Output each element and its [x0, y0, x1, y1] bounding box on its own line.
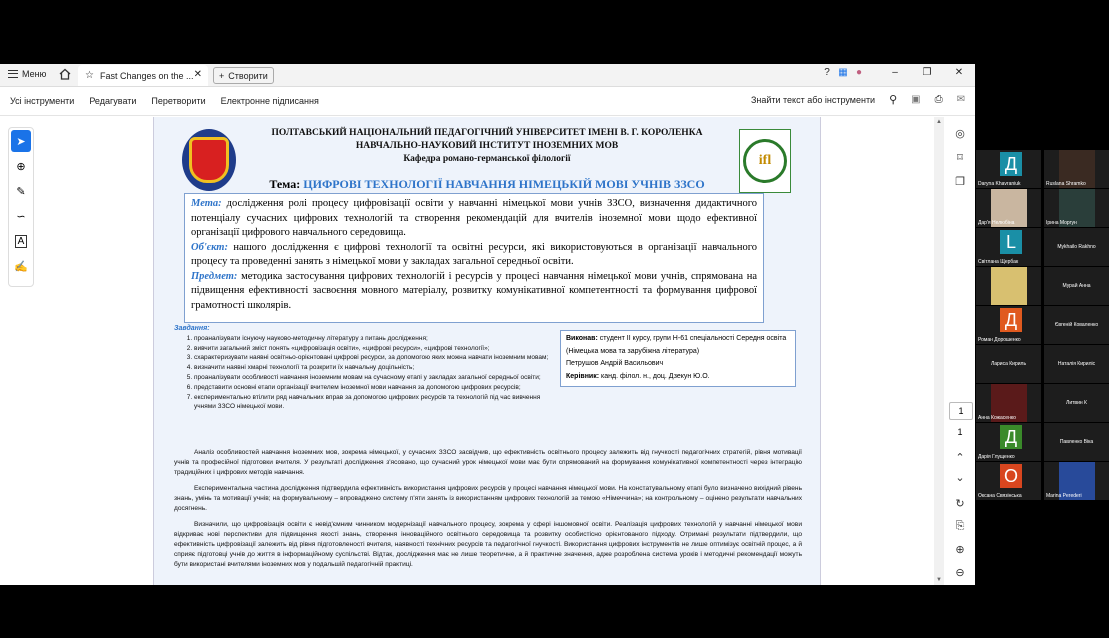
participant-tile[interactable] [976, 345, 1041, 383]
page-number-input[interactable]: 1 [949, 402, 973, 420]
participant-name: Роман Дорошенко [978, 337, 1021, 343]
help-icon[interactable]: ? [824, 67, 830, 78]
star-icon[interactable]: ☆ [85, 70, 94, 81]
document-header [154, 127, 820, 166]
signature-icon: ✍ [14, 261, 28, 273]
title-bar [0, 64, 975, 87]
participant-video [991, 267, 1027, 305]
participant-tile[interactable] [1044, 423, 1109, 461]
participant-name: Оксана Связінська [978, 493, 1022, 499]
maximize-icon[interactable]: ❐ [922, 67, 932, 78]
task-item: 7. експериментально втілити ряд навчальних вправ за допомогою цифрових ресурсів та технологій під час вивчення учнями ЗЗСО німецької мови. [194, 393, 554, 413]
apps-grid-icon[interactable]: ▦ [838, 67, 848, 78]
participant-name: Marina Perederi [1046, 493, 1082, 499]
convert-button[interactable]: Перетворити [151, 96, 206, 106]
scroll-up-icon[interactable]: ▲ [936, 119, 942, 125]
select-tool[interactable] [11, 130, 31, 152]
participant-tile[interactable] [1044, 345, 1109, 383]
app-toolbar [0, 87, 975, 116]
conclusion-paragraph-2: Експериментальна частина дослідження підтвердила ефективність використання цифрових ресурсів у процесі навчання німецької мови. На констатувальному етапі було визначено вихідний рівень знань, умінь та мотивації учнів; на формувальному – впроваджено систему п'яти занять із використанням цифрових технологій за темою «Німеччина»; на контрольному – оцінено результати навчальних досягнень. [174, 485, 802, 512]
participant-name: Ірина Моргун [1046, 220, 1077, 226]
mail-icon[interactable]: ✉ [956, 94, 965, 105]
goal-text: дослідження ролі процесу цифровізації освіти у навчанні німецької мови учнів ЗЗСО, визначення дидактичного потенціалу сучасних цифрових технологій та створення рекомендацій для вчителів іноземної мови щодо ефективної організації цифрового навчального середовища. [191, 198, 758, 238]
participant-tile[interactable] [976, 462, 1041, 500]
tasks-heading: Завдання: [174, 325, 210, 332]
sign-tool[interactable] [9, 254, 33, 279]
participant-tile[interactable] [1044, 306, 1109, 344]
task-item: 5. проаналізувати особливості навчання іноземним мовам на сучасному етапі у закладах загальної середньої освіти; [194, 373, 554, 383]
participant-tile[interactable] [976, 423, 1041, 461]
participant-avatar: Д [1000, 425, 1022, 449]
annotation-toolbar [8, 127, 34, 287]
profile-icon[interactable]: ● [855, 67, 863, 78]
highlight-tool[interactable] [9, 179, 33, 204]
video-participants-grid [976, 150, 1109, 500]
participant-name: Mykhailo Rakhno [1057, 244, 1096, 250]
zoom-out-icon[interactable]: ⊖ [955, 567, 965, 579]
minimize-icon[interactable]: – [892, 67, 898, 78]
task-item: 3. схарактеризувати наявні освітньо-орієнтовані цифрові ресурси, за допомогою яких можна навчати іноземним мовам; [194, 353, 554, 363]
new-tab-label: Створити [228, 70, 268, 81]
header-department: Кафедра романо-германської філології [403, 154, 571, 164]
participant-tile[interactable] [1044, 228, 1109, 266]
participant-name: Daryna Khavraniuk [978, 181, 1021, 187]
text-box-icon: A [15, 235, 28, 248]
conclusion-paragraph-1: Аналіз особливостей навчання іноземних мов, зокрема німецької, у сучасних ЗЗСО засвідчив, що ефективність освітнього процесу залежить від гнучкості педагогічних стратегій, рівня мотивації учнів та професійної підготовки вчителя. У результаті дослідження з'ясовано, що сучасний урок німецької мови має бути спрямований на формування комунікативної компетентності через інтеграцію традиційних і цифрових методів навчання. [174, 449, 802, 476]
pages-icon[interactable]: ❐ [955, 176, 965, 188]
menu-button[interactable] [8, 69, 46, 79]
participant-tile[interactable] [976, 150, 1041, 188]
institute-logo: ifl [739, 129, 791, 193]
participant-tile[interactable] [976, 228, 1041, 266]
save-icon[interactable]: ▣ [911, 94, 921, 105]
participant-tile[interactable] [976, 189, 1041, 227]
supervisor-label: Керівник: [566, 372, 600, 380]
participant-tile[interactable] [976, 306, 1041, 344]
exec-name: Петрушов Андрій Васильович [566, 360, 664, 367]
object-label: Об'єкт: [191, 241, 228, 253]
participant-tile[interactable] [1044, 267, 1109, 305]
pen-icon: ✎ [16, 186, 26, 198]
task-item: 1. проаналізувати існуючу науково-методичну літературу з питань дослідження; [194, 334, 554, 344]
participant-name: Павленко Віка [1059, 439, 1094, 445]
cursor-icon: ➤ [16, 135, 26, 148]
participant-avatar: Д [1000, 308, 1022, 332]
search-icon[interactable]: ⚲ [889, 94, 898, 106]
participant-tile[interactable] [1044, 384, 1109, 422]
participant-tile[interactable] [1044, 462, 1109, 500]
tasks-section [174, 324, 554, 412]
comment-tool[interactable] [9, 154, 33, 179]
participant-name: Дар'я Нелюбіна [978, 220, 1015, 226]
task-item: 6. представити основні етапи організації вчителем іноземної мови навчання за допомогою цифрових ресурсів; [194, 383, 554, 393]
author-box [560, 330, 796, 387]
scroll-down-icon[interactable]: ▼ [936, 577, 942, 583]
export-icon[interactable]: ⎘ [955, 520, 965, 532]
print-icon[interactable]: ⎙ [934, 94, 943, 105]
theme-value: ЦИФРОВІ ТЕХНОЛОГІЇ НАВЧАННЯ НІМЕЦЬКІЙ МОВІ УЧНІВ ЗЗСО [303, 177, 705, 191]
page-total: 1 [957, 427, 963, 437]
plus-icon: + [219, 70, 225, 81]
participant-name: Наталія Кириліс [1057, 361, 1096, 367]
header-institute: НАВЧАЛЬНО-НАУКОВИЙ ІНСТИТУТ ІНОЗЕМНИХ МОВ [355, 141, 619, 151]
conclusion-paragraph-3: Визначили, що цифровізація освіти є невід'ємним чинником модернізації навчального процесу, зокрема у сфері іншомовної освіти. Реалізація цифрових технологій у навчанні німецької мови відкриває нові перспективи для підвищення якості знань, створення інноваційного освітнього середовища та розвитку особистісно орієнтованого підходу. Отримані результати підтвердили, що ефективність цифровізації залежить від рівня підготовленості вчителя, наявності технічних ресурсів та педагогічної гнучкості. Використання цифрових інструментів не лише оптимізує освітній процес, а й сприяє підготовці учнів до життя в інформаційному суспільстві. Відтак, дослідження має не лише теоретичне, а й практичне значення, адже розроблена система уроків і методичні рекомендації можуть бути використані вчителями іноземних мов у подальшій педагогічній практиці. [174, 521, 802, 568]
task-item: 4. визначити наявні хмарні технології та розкрити їх навчальну доцільність; [194, 363, 554, 373]
participant-name: Мурай Анна [1062, 283, 1091, 289]
hamburger-icon [8, 70, 18, 78]
goals-box [184, 193, 764, 323]
ai-assistant-icon[interactable]: ◎ [955, 128, 965, 140]
theme-title [154, 177, 820, 192]
home-icon[interactable] [58, 67, 72, 81]
participant-tile[interactable] [1044, 150, 1109, 188]
window-close-icon[interactable]: ✕ [954, 67, 964, 78]
edit-button[interactable]: Редагувати [89, 96, 137, 106]
search-tools-button[interactable]: Знайти текст або інструменти [750, 94, 876, 105]
participant-avatar: Д [1000, 152, 1022, 176]
header-university: ПОЛТАВСЬКИЙ НАЦІОНАЛЬНИЙ ПЕДАГОГІЧНИЙ УНІВЕРСИТЕТ ІМЕНІ В. Г. КОРОЛЕНКА [271, 128, 703, 138]
pdf-page [153, 117, 821, 585]
comment-icon: ⊕ [16, 161, 26, 173]
subject-label: Предмет: [191, 270, 238, 282]
exec-text: студент ІІ курсу, групи Н-61 спеціальності Середня освіта (Німецька мова та зарубіжна література) [566, 335, 787, 355]
participant-name: Євгеній Коваленко [1054, 322, 1099, 328]
tab-document[interactable] [78, 65, 208, 86]
participant-name: Світлана Щербак [978, 259, 1019, 265]
new-tab-button[interactable] [213, 67, 274, 84]
participant-name: Дарія Глущенко [978, 454, 1015, 460]
next-page-icon[interactable]: ⌄ [955, 472, 965, 484]
prev-page-icon[interactable]: ⌃ [955, 452, 965, 464]
object-text: нашого дослідження є цифрові технології та освітні ресурси, які використовуються в організації навчального процесу та проведенні занять з німецької мови у закладах загальної середньої освіти. [191, 241, 757, 267]
right-tools-panel [945, 117, 975, 585]
bookmark-icon[interactable]: ⌑ [957, 152, 963, 164]
participant-name: Ruslana Shramko [1046, 181, 1086, 187]
all-tools-button[interactable]: Усі інструменти [10, 96, 75, 106]
vertical-scrollbar[interactable] [934, 117, 944, 585]
text-tool[interactable] [9, 229, 33, 254]
tasks-list [174, 334, 554, 412]
draw-tool[interactable] [9, 204, 33, 229]
exec-label: Виконав: [566, 335, 598, 342]
esign-button[interactable]: Електронне підписання [220, 96, 319, 106]
pdf-viewer-window [0, 64, 975, 585]
close-icon[interactable]: ✕ [193, 69, 202, 80]
menu-label: Меню [22, 69, 47, 79]
participant-tile[interactable] [976, 384, 1041, 422]
participant-avatar: L [1000, 230, 1022, 254]
subject-text: методика застосування цифрових технологій і ресурсів у процесі навчання німецької мови учнів, спрямована на підвищення ефективності засвоєння мовного матеріалу, розвитку комунікативної компетентності та формування цифрової грамотності школярів. [191, 270, 757, 311]
participant-name: Анна Кожасенко [978, 415, 1016, 421]
task-item: 2. вивчити загальний зміст понять «цифровізація освіти», «цифрові ресурси», «цифрові технології»; [194, 344, 554, 354]
zoom-in-icon[interactable]: ⊕ [955, 544, 965, 556]
goal-label: Мета: [191, 198, 222, 209]
supervisor-text: канд. філол. н., доц. Дзекун Ю.О. [601, 372, 710, 380]
theme-label: Тема: [269, 177, 301, 191]
participant-name: Литвин К [1066, 400, 1087, 406]
tab-title: Fast Changes on the ... [99, 70, 194, 81]
participant-tile[interactable] [1044, 189, 1109, 227]
freehand-icon: ∽ [16, 211, 26, 223]
refresh-icon[interactable]: ↻ [955, 498, 965, 510]
participant-tile[interactable] [976, 267, 1041, 305]
participant-avatar: О [1000, 464, 1022, 488]
participant-name: Лариса Кириль [990, 361, 1027, 367]
